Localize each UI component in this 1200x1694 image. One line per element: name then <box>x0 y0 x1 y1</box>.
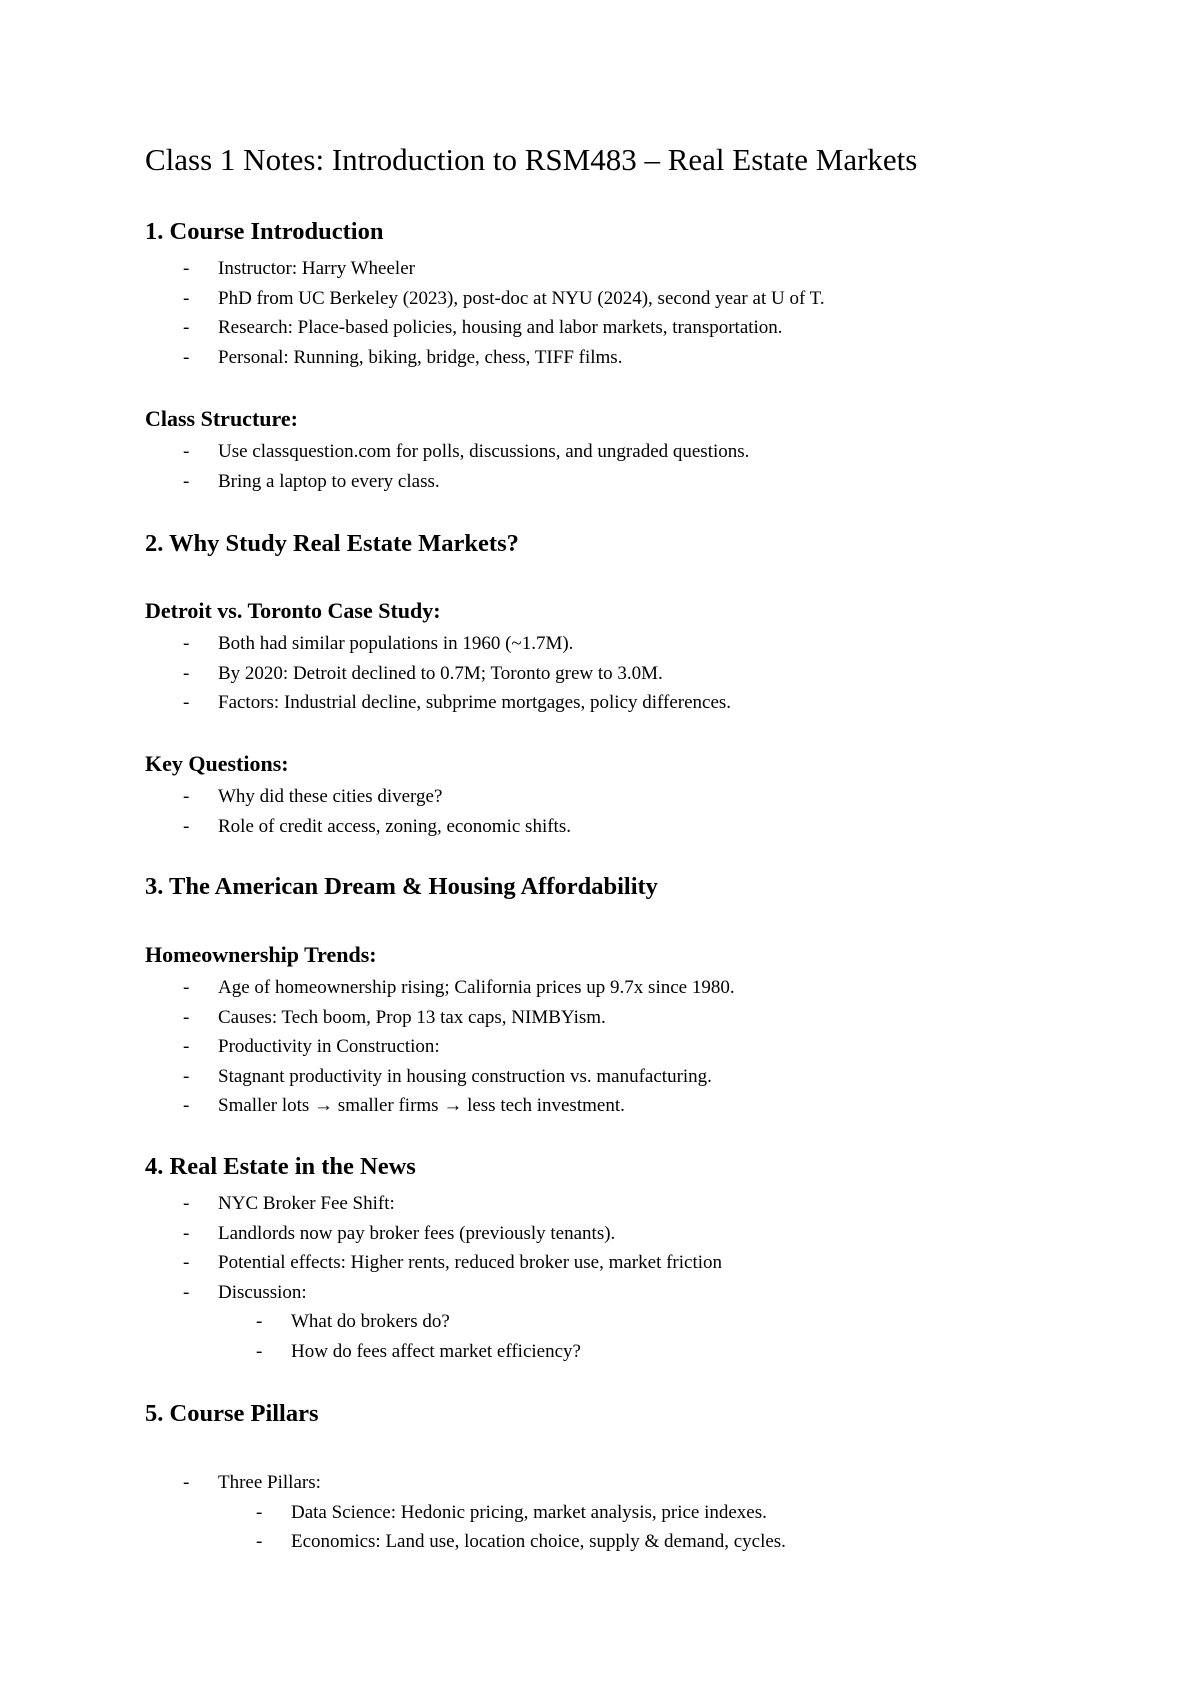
list-item-text: Use classquestion.com for polls, discussions, and ungraded questions. <box>218 441 750 462</box>
list-item-text: Age of homeownership rising; California prices up 9.7x since 1980. <box>218 977 735 998</box>
list-item-text: Factors: Industrial decline, subprime mortgages, policy differences. <box>218 692 732 713</box>
list-item-text: Smaller lots → smaller firms → less tech investment. <box>218 1095 625 1116</box>
list-item-text: Stagnant productivity in housing construction vs. manufacturing. <box>218 1065 712 1087</box>
section-heading-why-study: 2. Why Study Real Estate Markets? <box>145 530 519 557</box>
bullet-dash: - <box>183 317 190 338</box>
bullet-dash: - <box>183 1065 190 1087</box>
list-item-text: Landlords now pay broker fees (previously tenants). <box>218 1222 616 1244</box>
subheading-key-questions: Key Questions: <box>145 751 289 776</box>
list-item-text: Why did these cities diverge? <box>218 786 443 807</box>
subheading-class-structure: Class Structure: <box>145 406 298 431</box>
document-title: Class 1 Notes: Introduction to RSM483 – Real Estate Markets <box>145 142 918 177</box>
list-item-text: NYC Broker Fee Shift: <box>218 1193 395 1214</box>
bullet-dash: - <box>183 1252 190 1273</box>
section-heading-course-introduction: 1. Course Introduction <box>145 218 384 245</box>
subheading-case-study: Detroit vs. Toronto Case Study: <box>145 598 441 623</box>
bullet-dash: - <box>183 1006 190 1028</box>
list-item-text: What do brokers do? <box>291 1311 450 1332</box>
bullet-dash: - <box>183 1036 190 1057</box>
list-item-text: How do fees affect market efficiency? <box>291 1340 581 1362</box>
list-item-text: Research: Place-based policies, housing and labor markets, transportation. <box>218 317 783 338</box>
bullet-dash: - <box>183 1222 190 1244</box>
list-item-text: Role of credit access, zoning, economic shifts. <box>218 815 571 837</box>
bullet-dash: - <box>183 692 190 713</box>
list-item-text: PhD from UC Berkeley (2023), post-doc at NYU (2024), second year at U of T. <box>218 287 825 309</box>
list-item-text: Potential effects: Higher rents, reduced broker use, market friction <box>218 1252 723 1273</box>
list-item-text: Three Pillars: <box>218 1472 321 1493</box>
bullet-dash: - <box>183 786 190 807</box>
list-item-text: Data Science: Hedonic pricing, market analysis, price indexes. <box>291 1501 767 1523</box>
section-heading-real-estate-news: 4. Real Estate in the News <box>145 1153 416 1180</box>
list-item-text: Economics: Land use, location choice, supply & demand, cycles. <box>291 1531 786 1552</box>
bullet-dash: - <box>183 815 190 837</box>
list-item-text: Productivity in Construction: <box>218 1036 440 1057</box>
list-item-text: Instructor: Harry Wheeler <box>218 258 415 279</box>
bullet-dash: - <box>183 633 190 654</box>
list-item-text: Both had similar populations in 1960 (~1.7M). <box>218 633 574 654</box>
bullet-dash: - <box>183 287 190 309</box>
bullet-dash: - <box>183 977 190 998</box>
bullet-dash: - <box>183 441 190 462</box>
bullet-dash: - <box>183 470 190 492</box>
list-item-text: Discussion: <box>218 1281 307 1303</box>
list-item-text: Bring a laptop to every class. <box>218 470 440 492</box>
list-item-text: Personal: Running, biking, bridge, chess, TIFF films. <box>218 346 623 368</box>
bullet-dash: - <box>256 1531 263 1552</box>
bullet-dash: - <box>183 1281 190 1303</box>
section-heading-course-pillars: 5. Course Pillars <box>145 1400 319 1427</box>
bullet-dash: - <box>256 1311 263 1332</box>
bullet-dash: - <box>256 1501 263 1523</box>
bullet-dash: - <box>183 346 190 368</box>
bullet-dash: - <box>183 1472 190 1493</box>
bullet-dash: - <box>183 662 190 684</box>
subheading-homeownership-trends: Homeownership Trends: <box>145 942 377 967</box>
bullet-dash: - <box>183 1095 190 1116</box>
bullet-dash: - <box>256 1340 263 1362</box>
bullet-dash: - <box>183 258 190 279</box>
list-item-text: By 2020: Detroit declined to 0.7M; Toronto grew to 3.0M. <box>218 662 663 684</box>
bullet-dash: - <box>183 1193 190 1214</box>
section-heading-american-dream: 3. The American Dream & Housing Affordability <box>145 873 658 900</box>
list-item-text: Causes: Tech boom, Prop 13 tax caps, NIMBYism. <box>218 1006 606 1028</box>
